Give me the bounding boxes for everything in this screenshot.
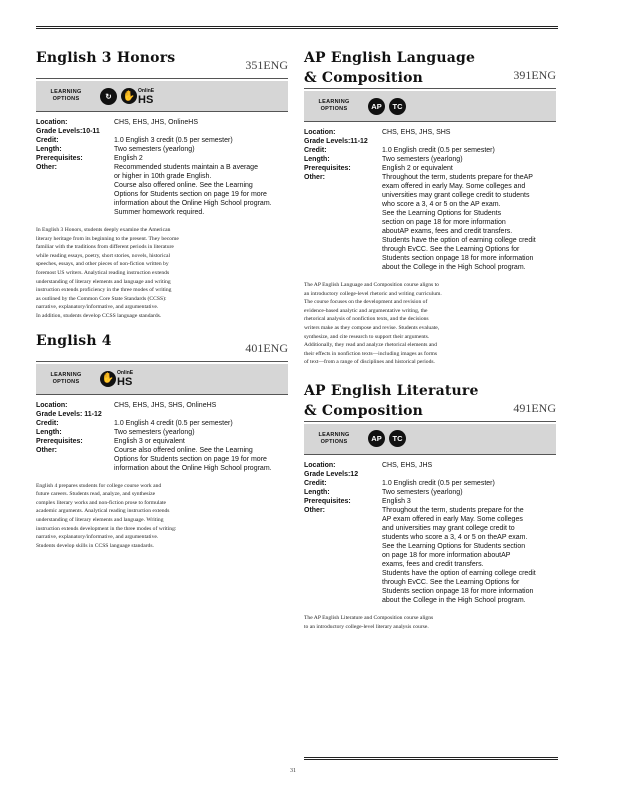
divider bbox=[36, 394, 288, 395]
description-line: Additionally, they read and analyze rhetorical elements and bbox=[304, 342, 437, 349]
detail-line: 1.0 English credit (0.5 per semester) bbox=[382, 479, 495, 487]
online-hs-small-text: OnlinE bbox=[138, 87, 155, 94]
detail-row bbox=[36, 428, 288, 437]
description-line: complex literary works and non-fiction prose to formulate bbox=[36, 499, 167, 506]
detail-line: Two semesters (yearlong) bbox=[114, 428, 195, 436]
detail-line: Two semesters (yearlong) bbox=[382, 488, 463, 496]
tc-icon: TC bbox=[389, 98, 406, 115]
course-code: 401ENG bbox=[245, 340, 288, 355]
detail-label: Location: bbox=[36, 119, 68, 126]
refresh-circle-icon: ↻ bbox=[100, 88, 117, 105]
detail-label: Prerequisites: bbox=[304, 497, 351, 505]
course-section bbox=[304, 48, 556, 367]
course-header bbox=[304, 381, 556, 421]
detail-value bbox=[114, 437, 288, 446]
detail-line: Two semesters (yearlong) bbox=[382, 156, 463, 163]
detail-line: 1.0 English 3 credit (0.5 per semester) bbox=[114, 137, 233, 144]
detail-label: Location: bbox=[304, 461, 336, 469]
description-line: understanding of literary elements and language. Writing bbox=[36, 516, 164, 523]
course-header bbox=[36, 331, 288, 361]
detail-label: Other: bbox=[304, 174, 325, 181]
detail-row bbox=[304, 470, 556, 479]
description-line: instruction extends proficiency in the three modes of writing bbox=[36, 287, 172, 294]
detail-label: Location: bbox=[36, 401, 68, 409]
online-hs-icon bbox=[121, 88, 154, 105]
detail-line: universities may grant college credit to students bbox=[382, 192, 530, 199]
detail-value bbox=[114, 163, 288, 217]
detail-value bbox=[114, 419, 288, 428]
right-column bbox=[304, 48, 556, 631]
detail-line: Course also offered online. See the Learning bbox=[114, 182, 253, 189]
top-rule bbox=[36, 26, 558, 31]
course-title-line: English 4 bbox=[36, 332, 112, 349]
description-line: The AP English Language and Composition course aligns to bbox=[304, 282, 439, 288]
description-line: academic arguments. Analytical reading instruction extends bbox=[36, 508, 170, 515]
learning-options-icons bbox=[100, 88, 154, 105]
online-hs-icon bbox=[100, 370, 133, 387]
learning-options-label: LEARNING OPTIONS bbox=[318, 99, 350, 112]
detail-line: CHS, EHS, JHS, OnlineHS bbox=[114, 119, 199, 126]
detail-line: English 3 or equivalent bbox=[114, 437, 185, 445]
detail-line: through EvCC. See the Learning Options for bbox=[382, 246, 520, 253]
description-line: In addition, students develop CCSS language standards. bbox=[36, 312, 162, 319]
left-column bbox=[36, 48, 288, 550]
detail-row bbox=[36, 127, 288, 136]
detail-line: Summer homework required. bbox=[114, 209, 205, 216]
description-line: English 4 prepares students for college course work and bbox=[36, 482, 162, 489]
detail-value bbox=[114, 446, 288, 473]
detail-row bbox=[304, 146, 556, 155]
detail-line: exam offered in early May. Some colleges and bbox=[382, 183, 526, 190]
detail-line: students who score a 3, 4 or 5 on theAP exam. bbox=[382, 533, 528, 541]
detail-line: Throughout the term, students prepare for the bbox=[382, 506, 524, 514]
detail-line: through EvCC. See the Learning Options for bbox=[382, 578, 520, 586]
course-description bbox=[36, 226, 288, 321]
cursor-hand-icon: ✋ bbox=[121, 88, 137, 104]
detail-row bbox=[36, 154, 288, 163]
detail-label: Grade Levels:11-12 bbox=[304, 138, 368, 145]
detail-line: Students section onpage 18 for more information bbox=[382, 255, 534, 262]
online-hs-big-text: HS bbox=[138, 93, 154, 106]
detail-line: Two semesters (yearlong) bbox=[114, 146, 195, 153]
course-header bbox=[304, 48, 556, 88]
detail-row bbox=[36, 163, 288, 217]
detail-row bbox=[36, 419, 288, 428]
detail-label: Grade Levels: 11-12 bbox=[36, 410, 102, 418]
detail-line: CHS, EHS, JHS bbox=[382, 461, 433, 469]
description-line: Students develop skills in CCSS language standards. bbox=[36, 542, 154, 549]
footer-rule bbox=[304, 757, 558, 762]
description-line: future careers. Students read, analyze, and synthesize bbox=[36, 491, 156, 498]
detail-value bbox=[114, 118, 288, 127]
detail-label: Grade Levels:12 bbox=[304, 470, 359, 478]
detail-line: Students section onpage 18 for more information bbox=[382, 587, 534, 595]
detail-value bbox=[382, 506, 556, 605]
detail-line: about the College in the High School program. bbox=[382, 264, 526, 271]
course-description bbox=[304, 281, 556, 367]
course-title-line: AP English Language bbox=[304, 50, 476, 66]
learning-options-bar bbox=[36, 81, 288, 111]
detail-row bbox=[304, 128, 556, 137]
detail-value bbox=[382, 164, 556, 173]
detail-row bbox=[304, 488, 556, 497]
divider bbox=[36, 361, 288, 362]
detail-line: Students have the option of earning college credit bbox=[382, 569, 536, 577]
course-code: 351ENG bbox=[245, 58, 288, 72]
description-line: literary heritage from its beginning to the present. They become bbox=[36, 235, 179, 242]
course-section bbox=[36, 331, 288, 551]
online-hs-label bbox=[117, 370, 133, 387]
online-hs-small-text: OnlinE bbox=[117, 370, 134, 377]
detail-line: information about the Online High School program. bbox=[114, 464, 272, 472]
detail-row bbox=[304, 155, 556, 164]
description-line: synthesize, and cite research to support their arguments. bbox=[304, 333, 430, 340]
description-line: familiar with the traditions from different periods in literature bbox=[36, 244, 174, 251]
learning-options-label: LEARNING OPTIONS bbox=[50, 371, 82, 385]
detail-value bbox=[382, 155, 556, 164]
detail-value bbox=[382, 479, 556, 488]
detail-line: English 2 or equivalent bbox=[382, 165, 453, 172]
course-title-line: AP English Literature bbox=[304, 382, 479, 399]
detail-line: CHS, EHS, JHS, SHS, OnlineHS bbox=[114, 401, 217, 409]
description-line: The course focuses on the development and revision of bbox=[304, 299, 428, 306]
ap-icon: AP bbox=[368, 98, 385, 115]
detail-line: Throughout the term, students prepare for theAP bbox=[382, 174, 533, 181]
detail-row bbox=[304, 497, 556, 506]
course-description bbox=[304, 614, 556, 631]
description-line: instruction extends development in the three modes of writing: bbox=[36, 525, 177, 532]
learning-options-label: LEARNING OPTIONS bbox=[50, 89, 82, 102]
detail-value bbox=[382, 173, 556, 272]
course-details bbox=[36, 401, 288, 473]
learning-options-label: LEARNING OPTIONS bbox=[318, 431, 350, 445]
detail-line: Recommended students maintain a B average bbox=[114, 164, 258, 171]
description-line: their effects in nonfiction texts—including images as forms bbox=[304, 350, 438, 357]
divider bbox=[304, 88, 556, 89]
detail-line: English 3 bbox=[382, 497, 411, 505]
detail-row bbox=[36, 145, 288, 154]
tc-icon: TC bbox=[389, 430, 406, 447]
detail-line: Course also offered online. See the Learning bbox=[114, 446, 253, 454]
detail-line: information about the Online High School program. bbox=[114, 200, 272, 207]
detail-label: Credit: bbox=[304, 479, 327, 487]
detail-row bbox=[304, 506, 556, 605]
detail-line: about the College in the High School program. bbox=[382, 596, 526, 604]
ap-icon: AP bbox=[368, 430, 385, 447]
detail-label: Credit: bbox=[36, 419, 59, 427]
detail-line: See the Learning Options for Students bbox=[382, 210, 502, 217]
description-line: an introductory college-level rhetoric and writing curriculum. bbox=[304, 290, 442, 297]
online-hs-label bbox=[138, 88, 154, 105]
detail-row bbox=[304, 173, 556, 272]
detail-line: who score a 3, 4 or 5 on the AP exam. bbox=[382, 201, 501, 208]
description-line: narrative, explanatory/informative, and argumentative. bbox=[36, 534, 159, 541]
course-details bbox=[304, 128, 556, 272]
detail-line: on page 18 for more information aboutAP bbox=[382, 551, 511, 559]
detail-row bbox=[304, 461, 556, 470]
description-line: to an introductory college-level literary analysis course. bbox=[304, 623, 429, 630]
detail-label: Length: bbox=[36, 146, 62, 153]
learning-options-icons bbox=[100, 370, 133, 387]
description-line: as outlined by the Common Core State Standards (CCSS): bbox=[36, 295, 167, 302]
divider bbox=[36, 78, 288, 79]
detail-line: exams, fees and credit transfers. bbox=[382, 560, 484, 568]
divider bbox=[36, 111, 288, 112]
detail-row bbox=[36, 118, 288, 127]
detail-label: Credit: bbox=[36, 137, 59, 144]
course-title-line: English 3 Honors bbox=[36, 50, 176, 66]
course-section bbox=[36, 48, 288, 321]
learning-options-icons bbox=[368, 430, 406, 447]
detail-line: section on page 18 for more information bbox=[382, 219, 506, 226]
detail-line: Options for Students section on page 19 for more bbox=[114, 455, 267, 463]
detail-value bbox=[114, 145, 288, 154]
detail-label: Prerequisites: bbox=[36, 437, 83, 445]
detail-row bbox=[36, 401, 288, 410]
description-line: while reading essays, poetry, short stories, novels, historical bbox=[36, 252, 171, 259]
description-line: In English 3 Honors, students deeply examine the American bbox=[36, 227, 171, 233]
detail-row bbox=[304, 164, 556, 173]
detail-line: See the Learning Options for Students section bbox=[382, 542, 526, 550]
course-code: 391ENG bbox=[513, 68, 556, 82]
description-line: The AP English Literature and Composition course aligns bbox=[304, 614, 434, 621]
detail-value bbox=[382, 461, 556, 470]
description-line: of text—from a range of disciplines and historical periods. bbox=[304, 359, 435, 366]
detail-line: Options for Students section on page 19 for more bbox=[114, 191, 267, 198]
learning-options-bar bbox=[304, 91, 556, 121]
course-section bbox=[304, 381, 556, 631]
detail-line: English 2 bbox=[114, 155, 143, 162]
online-hs-big-text: HS bbox=[117, 376, 133, 389]
detail-line: CHS, EHS, JHS, SHS bbox=[382, 129, 451, 136]
detail-row bbox=[36, 136, 288, 145]
detail-label: Length: bbox=[36, 428, 62, 436]
description-line: writers make as they compose and revise. Students evaluate, bbox=[304, 324, 440, 331]
learning-options-bar bbox=[36, 364, 288, 394]
course-details bbox=[36, 118, 288, 217]
detail-line: and universities may grant college credit to bbox=[382, 524, 515, 532]
detail-label: Grade Levels:10-11 bbox=[36, 128, 100, 135]
detail-label: Prerequisites: bbox=[36, 155, 83, 162]
divider bbox=[304, 421, 556, 422]
detail-line: AP exam offered in early May. Some colleges bbox=[382, 515, 523, 523]
detail-label: Length: bbox=[304, 488, 330, 496]
description-line: foremost US writers. Analytical reading instruction extends bbox=[36, 269, 170, 276]
description-line: rhetorical analysis of nonfiction texts, and the decisions bbox=[304, 316, 429, 323]
description-line: speeches, essays, and other pieces of non-fiction written by bbox=[36, 261, 169, 268]
divider bbox=[304, 121, 556, 122]
course-details bbox=[304, 461, 556, 605]
detail-label: Other: bbox=[36, 446, 57, 454]
detail-label: Credit: bbox=[304, 147, 327, 154]
course-code: 491ENG bbox=[513, 400, 556, 415]
detail-value bbox=[114, 154, 288, 163]
detail-value bbox=[114, 401, 288, 410]
learning-options-bar bbox=[304, 424, 556, 454]
detail-row bbox=[36, 446, 288, 473]
course-title-line: & Composition bbox=[304, 402, 424, 419]
detail-line: 1.0 English 4 credit (0.5 per semester) bbox=[114, 419, 233, 427]
detail-label: Length: bbox=[304, 156, 330, 163]
detail-row bbox=[36, 437, 288, 446]
detail-line: or higher in 10th grade English. bbox=[114, 173, 212, 180]
detail-label: Other: bbox=[304, 506, 325, 514]
detail-line: 1.0 English credit (0.5 per semester) bbox=[382, 147, 495, 154]
detail-value bbox=[382, 128, 556, 137]
detail-value bbox=[114, 136, 288, 145]
detail-row bbox=[304, 479, 556, 488]
detail-label: Other: bbox=[36, 164, 57, 171]
description-line: evidence-based analytic and argumentative writing, the bbox=[304, 307, 428, 314]
course-title-line: & Composition bbox=[304, 70, 424, 86]
divider bbox=[304, 454, 556, 455]
detail-value bbox=[382, 488, 556, 497]
detail-line: aboutAP exams, fees and credit transfers. bbox=[382, 228, 513, 235]
course-description bbox=[36, 482, 288, 551]
detail-value bbox=[382, 497, 556, 506]
learning-options-icons bbox=[368, 98, 406, 115]
detail-row bbox=[36, 410, 288, 419]
page-number: 31 bbox=[290, 768, 296, 774]
detail-label: Location: bbox=[304, 129, 336, 136]
description-line: understanding of literary elements and language and writing bbox=[36, 278, 171, 285]
description-line: narrative, explanatory/informative, and argumentative. bbox=[36, 304, 159, 311]
detail-row bbox=[304, 137, 556, 146]
course-header bbox=[36, 48, 288, 78]
detail-label: Prerequisites: bbox=[304, 165, 351, 172]
detail-value bbox=[382, 146, 556, 155]
detail-value bbox=[114, 428, 288, 437]
detail-line: Students have the option of earning college credit bbox=[382, 237, 536, 244]
cursor-hand-icon: ✋ bbox=[100, 371, 116, 387]
